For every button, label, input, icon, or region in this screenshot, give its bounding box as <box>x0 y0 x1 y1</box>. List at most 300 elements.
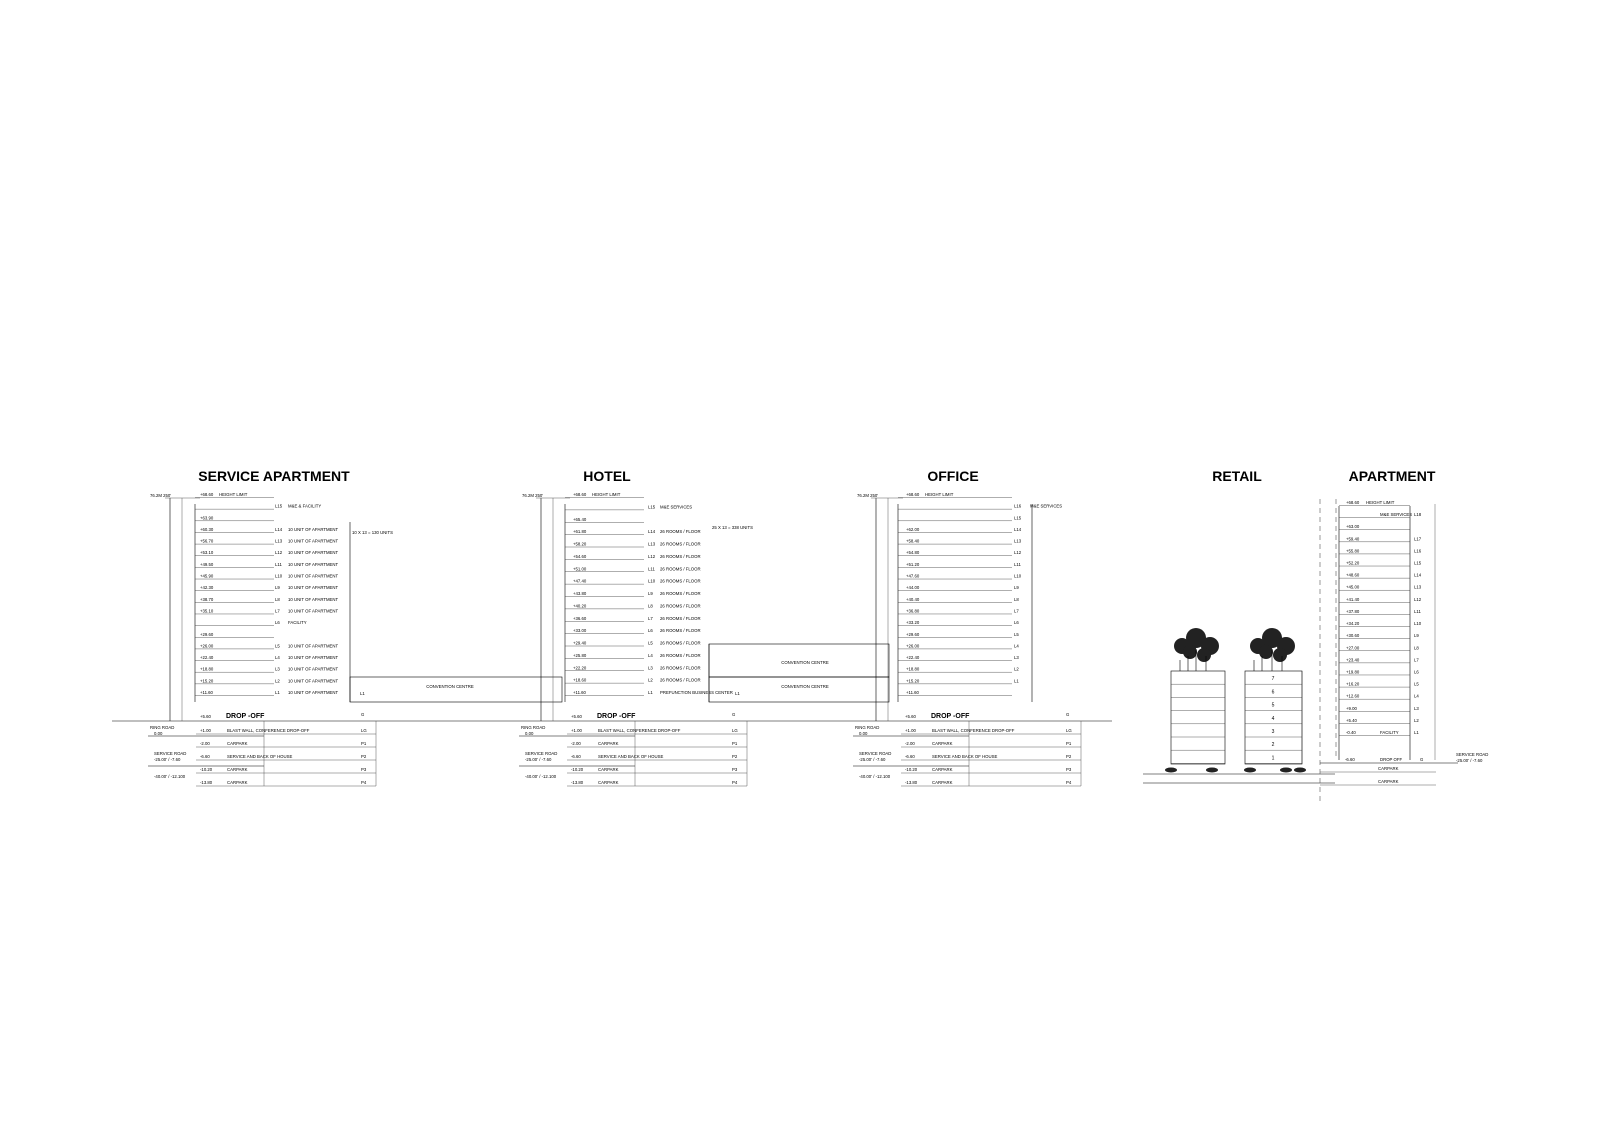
level-row <box>195 678 339 684</box>
tree-cluster-right-icon <box>1250 628 1295 671</box>
basement-use: CARPARK <box>932 780 953 785</box>
retail-floor-number: 7 <box>1271 676 1275 683</box>
ring-road-level: 0.00 <box>525 731 534 736</box>
basement-use: CARPARK <box>932 741 953 746</box>
level-code: L15 <box>648 504 656 510</box>
basement-code: LG <box>732 728 738 733</box>
level-code: L17 <box>1414 536 1422 542</box>
level-code: L13 <box>648 541 656 547</box>
level-value: +34.20 <box>1346 621 1360 627</box>
level-row <box>195 562 339 568</box>
level-use: M&E & FACILITY <box>288 503 322 509</box>
basement-row <box>196 728 376 734</box>
level-code: L8 <box>648 603 653 609</box>
level-code: L9 <box>648 591 653 596</box>
level-code: L12 <box>648 553 656 559</box>
title-apartment: APARTMENT <box>1348 468 1436 484</box>
level-row <box>1339 548 1422 554</box>
basement-code: P4 <box>732 780 738 785</box>
convention-centre-lower-label: CONVENTION CENTRE <box>781 684 829 689</box>
level-use: M&E SERVICES <box>1030 503 1063 509</box>
level-code: L3 <box>1014 655 1019 661</box>
level-row <box>565 591 701 597</box>
level-use: HEIGHT LIMIT <box>219 492 248 497</box>
level-code: L12 <box>275 550 283 556</box>
level-row <box>898 562 1021 568</box>
drop-off-label: DROP -OFF <box>597 713 636 720</box>
level-value: +36.60 <box>573 615 587 621</box>
level-use: 10 UNIT OF APARTMENT <box>288 643 339 649</box>
car-icons <box>1165 768 1306 773</box>
basement-use: CARPARK <box>598 767 619 772</box>
basement-row <box>901 728 1081 734</box>
level-value: +16.20 <box>1346 681 1360 687</box>
level-code: L14 <box>1014 526 1022 532</box>
level-row <box>195 667 339 673</box>
level-row <box>565 665 701 671</box>
level-code: L12 <box>1414 596 1422 602</box>
level-value: +54.60 <box>573 553 587 559</box>
retail-floor-list <box>1171 676 1302 763</box>
basement-code: P3 <box>361 767 367 772</box>
level-use: 10 UNIT OF APARTMENT <box>288 655 339 661</box>
deep-level: -40.00' / -12.100 <box>859 774 891 779</box>
basement-row <box>196 780 376 786</box>
retail-floor-row <box>1171 742 1302 750</box>
level-value: +29.60 <box>906 631 920 637</box>
level-value: +56.70 <box>200 538 214 544</box>
level-use: 10 UNIT OF APARTMENT <box>288 678 339 684</box>
unit-note: 25 X 13 = 338 UNITS <box>712 525 753 530</box>
level-use: 26 ROOMS / FLOOR <box>660 628 701 634</box>
basement-level: +1.00 <box>200 728 211 733</box>
level-use: HEIGHT LIMIT <box>592 492 621 497</box>
level-value: +27.00 <box>1346 645 1360 651</box>
ground-level: +5.60 <box>905 714 916 719</box>
level-row <box>1339 585 1422 591</box>
level-value: +53.10 <box>200 550 214 556</box>
retail-floor-row <box>1171 676 1302 684</box>
convention-level-code: L1 <box>360 691 365 696</box>
level-row <box>1339 682 1419 688</box>
level-value: +9.00 <box>1346 705 1357 711</box>
level-code: L13 <box>1014 538 1022 544</box>
level-code: L10 <box>648 578 656 584</box>
level-value: +68.60 <box>573 492 587 497</box>
retail-floor-number: 2 <box>1271 742 1275 749</box>
level-row <box>565 492 644 498</box>
level-use: 10 UNIT OF APARTMENT <box>288 561 339 567</box>
basement-row <box>567 767 747 773</box>
level-use: 10 UNIT OF APARTMENT <box>288 585 339 591</box>
level-row <box>565 690 733 696</box>
level-code: L4 <box>1014 643 1019 649</box>
service-road-level: -25.00' / -7.60 <box>525 757 552 762</box>
basement-code: P4 <box>361 780 367 785</box>
basement-use: CARPARK <box>227 780 248 785</box>
level-row <box>898 620 1019 626</box>
basement-use: SERVICE AND BACK OF HOUSE <box>598 754 664 759</box>
level-row <box>195 504 321 510</box>
level-row <box>898 690 1012 696</box>
level-row <box>1339 524 1410 530</box>
level-value: +62.00 <box>906 526 920 532</box>
level-use: 10 UNIT OF APARTMENT <box>288 690 339 695</box>
level-row <box>1339 706 1419 712</box>
basement-row <box>196 754 376 760</box>
ground-code: G <box>361 712 365 717</box>
service-road-level: -25.00' / -7.60 <box>1456 758 1483 763</box>
level-code: L2 <box>275 678 280 684</box>
level-code: L11 <box>275 561 282 567</box>
level-row <box>195 527 339 533</box>
level-row <box>898 492 1012 498</box>
level-list <box>195 492 339 696</box>
level-value: +61.80 <box>573 529 587 535</box>
level-row <box>195 608 339 614</box>
level-row <box>565 616 701 622</box>
carpark-2-label: CARPARK <box>1378 779 1399 784</box>
ring-road-label: RING ROAD <box>521 725 546 730</box>
level-row <box>195 492 274 498</box>
retail-floor-row <box>1171 689 1302 697</box>
level-row <box>898 597 1019 603</box>
basement-row <box>196 767 376 773</box>
level-code: L11 <box>1014 561 1021 567</box>
level-use: 26 ROOMS / FLOOR <box>660 591 701 596</box>
basement-use: SERVICE AND BACK OF HOUSE <box>227 754 293 759</box>
basement-level: -2.00 <box>571 741 581 746</box>
service-apartment-section <box>150 492 562 721</box>
level-code: L1 <box>275 690 280 695</box>
level-value: +33.20 <box>906 620 920 626</box>
drop-label: DROP OFF <box>1380 757 1403 762</box>
level-row <box>565 641 701 647</box>
level-row <box>565 653 701 659</box>
level-row <box>1339 536 1422 542</box>
level-use: M&E SERVICES <box>1380 512 1413 518</box>
level-row <box>195 550 339 556</box>
level-code: L6 <box>1414 669 1419 675</box>
level-code: L4 <box>1414 693 1419 699</box>
level-use: 26 ROOMS / FLOOR <box>660 615 701 621</box>
ring-road-label: RING ROAD <box>855 725 880 730</box>
level-value: +22.40 <box>200 655 214 661</box>
basement-level: +1.00 <box>571 728 582 733</box>
level-value: +11.60 <box>573 690 586 695</box>
level-row <box>898 608 1019 614</box>
level-row <box>195 643 339 649</box>
level-use: HEIGHT LIMIT <box>925 492 954 497</box>
basement-code: P2 <box>361 754 367 759</box>
level-row <box>1339 718 1419 724</box>
level-use: PREFUNCTION BUSINESS CENTER <box>660 690 733 695</box>
retail-floor-number: 3 <box>1271 729 1275 735</box>
basement-row <box>567 728 747 734</box>
ground-code: G <box>1066 712 1070 717</box>
level-row <box>1339 621 1422 627</box>
level-code: L5 <box>1414 681 1419 687</box>
level-use: 10 UNIT OF APARTMENT <box>288 596 339 602</box>
basement-row <box>901 741 1081 747</box>
basement-use: CARPARK <box>598 741 619 746</box>
level-code: L1 <box>1014 678 1019 684</box>
basement-level: -13.80 <box>905 780 918 785</box>
basement-level: -6.60 <box>200 754 210 759</box>
level-code: L3 <box>1414 705 1419 711</box>
level-row <box>565 678 701 684</box>
level-value: +59.40 <box>1346 536 1360 542</box>
level-row <box>565 542 701 548</box>
level-value: +40.20 <box>573 603 587 609</box>
convention-centre-label: CONVENTION CENTRE <box>426 684 474 689</box>
level-use: FACILITY <box>1380 730 1399 735</box>
level-value: +29.40 <box>573 640 587 646</box>
level-use: 10 UNIT OF APARTMENT <box>288 666 339 672</box>
retail-floor-number: 5 <box>1271 702 1275 709</box>
height-label: 76.2M 250' <box>150 493 172 498</box>
level-value: +63.90 <box>200 515 214 521</box>
title-service-apartment: SERVICE APARTMENT <box>198 468 350 484</box>
level-row <box>195 539 339 545</box>
basement-level: -13.80 <box>200 780 213 785</box>
level-value: +37.80 <box>1346 608 1360 614</box>
level-value: +18.60 <box>573 677 587 683</box>
level-code: L5 <box>275 643 280 649</box>
basement-code: P1 <box>732 741 738 746</box>
level-value: +15.20 <box>200 678 214 684</box>
level-code: L15 <box>1014 515 1022 521</box>
level-code: L3 <box>275 666 280 672</box>
level-code: L7 <box>1014 608 1019 614</box>
level-row <box>565 628 701 634</box>
level-row <box>898 678 1019 684</box>
level-value: +22.20 <box>573 665 587 671</box>
level-code: L7 <box>1414 657 1419 663</box>
level-value: +30.60 <box>1346 633 1360 639</box>
retail-floor-number: 6 <box>1271 689 1275 696</box>
level-code: L12 <box>1014 550 1022 556</box>
level-value: +33.00 <box>573 628 587 634</box>
level-value: +60.30 <box>200 526 214 532</box>
level-value: +38.70 <box>200 596 214 602</box>
level-row <box>1339 561 1422 567</box>
basement-use: BLAST WALL, CONFERENCE DROP-OFF <box>598 728 681 733</box>
level-value: +47.60 <box>906 573 920 579</box>
basement-level: -6.60 <box>905 754 915 759</box>
basement-code: P3 <box>732 767 738 772</box>
retail-floor-row <box>1171 716 1302 724</box>
level-value: +18.80 <box>906 666 920 672</box>
basement-level: -6.60 <box>571 754 581 759</box>
level-list <box>898 492 1062 696</box>
retail-floor-row <box>1171 703 1302 711</box>
level-row <box>898 632 1019 638</box>
basement-row <box>196 741 376 747</box>
level-value: +41.40 <box>1346 596 1360 602</box>
convention-centre-lower-block <box>709 677 889 702</box>
basement-level: -10.20 <box>905 767 918 772</box>
basement-code: P2 <box>732 754 738 759</box>
basement-row <box>901 754 1081 760</box>
basement-row <box>901 780 1081 786</box>
service-road-level: -25.00' / -7.60 <box>154 757 181 762</box>
basement-use: CARPARK <box>227 767 248 772</box>
level-code: L18 <box>1414 512 1422 518</box>
basement-sections <box>148 712 1081 786</box>
level-row <box>1339 609 1421 615</box>
level-use: 10 UNIT OF APARTMENT <box>288 550 339 556</box>
level-row <box>898 667 1019 673</box>
level-list <box>1339 500 1422 736</box>
basement-level: -13.80 <box>571 780 584 785</box>
tree-cluster-left-icon <box>1174 628 1219 671</box>
level-use: 26 ROOMS / FLOOR <box>660 541 701 547</box>
level-code: L10 <box>1414 621 1422 627</box>
basement-row <box>567 780 747 786</box>
level-row <box>195 690 339 696</box>
basement-row <box>901 767 1081 773</box>
level-value: +22.40 <box>906 655 920 661</box>
level-value: +65.40 <box>573 516 587 522</box>
level-value: +68.60 <box>906 492 920 497</box>
level-value: +52.20 <box>1346 560 1360 566</box>
level-code: L4 <box>275 655 280 661</box>
level-row <box>565 504 692 510</box>
level-code: L14 <box>275 526 283 532</box>
level-row <box>1339 573 1422 579</box>
basement-level: -10.20 <box>571 767 584 772</box>
level-code: L5 <box>1014 631 1019 637</box>
ring-road-label: RING ROAD <box>150 725 175 730</box>
level-value: +40.40 <box>906 596 920 602</box>
deep-level: -40.00' / -12.100 <box>154 774 186 779</box>
level-value: +68.60 <box>200 492 214 497</box>
level-value: +11.60 <box>906 690 919 695</box>
level-row <box>195 597 339 603</box>
level-code: L8 <box>1014 596 1019 602</box>
level-value: +11.60 <box>200 690 213 695</box>
service-road-label: SERVICE ROAD <box>525 751 558 756</box>
height-label: 76.2M 250' <box>857 493 879 498</box>
level-value: +19.80 <box>1346 669 1360 675</box>
basement-row <box>567 741 747 747</box>
drop-code: G <box>1420 757 1424 762</box>
retail-floor-row <box>1171 729 1302 737</box>
level-use: 26 ROOMS / FLOOR <box>660 553 701 559</box>
drop-off-label: DROP -OFF <box>931 713 970 720</box>
level-use: 26 ROOMS / FLOOR <box>660 665 701 671</box>
level-row <box>898 655 1019 661</box>
retail-floor-row <box>1171 755 1302 763</box>
level-code: L11 <box>648 566 655 572</box>
level-value: +54.80 <box>906 550 920 556</box>
level-value: +47.40 <box>573 578 587 584</box>
level-code: L9 <box>1014 585 1019 591</box>
level-value: +43.80 <box>573 591 587 596</box>
level-row <box>1339 730 1419 736</box>
drop-level: -6.60 <box>1345 757 1355 762</box>
level-use: 26 ROOMS / FLOOR <box>660 652 701 658</box>
level-row <box>1339 500 1410 506</box>
level-row <box>565 529 701 535</box>
level-value: +26.00 <box>200 643 214 649</box>
level-row <box>1339 645 1419 651</box>
level-value: +51.20 <box>906 561 920 567</box>
level-use: 10 UNIT OF APARTMENT <box>288 573 339 579</box>
level-row <box>1339 657 1419 663</box>
ground-code: G <box>732 712 736 717</box>
level-code: L1 <box>1414 730 1419 735</box>
ground-level: +5.60 <box>571 714 582 719</box>
title-office: OFFICE <box>927 468 979 484</box>
level-code: L15 <box>275 503 283 509</box>
level-value: +5.40 <box>1346 717 1357 723</box>
ring-road-level: 0.00 <box>154 731 163 736</box>
level-code: L15 <box>1414 560 1422 566</box>
level-code: L3 <box>648 665 653 671</box>
level-value: +68.60 <box>1346 500 1360 505</box>
basement-use: CARPARK <box>932 767 953 772</box>
level-row <box>565 566 701 572</box>
service-road-label: SERVICE ROAD <box>1456 752 1489 757</box>
level-code: L14 <box>1414 572 1422 578</box>
level-code: L7 <box>275 608 280 614</box>
basement-use: SERVICE AND BACK OF HOUSE <box>932 754 998 759</box>
level-value: +44.00 <box>906 585 920 591</box>
level-value: +26.00 <box>906 643 920 649</box>
level-use: 26 ROOMS / FLOOR <box>660 578 701 584</box>
convention-centre-upper-label: CONVENTION CENTRE <box>781 660 829 665</box>
level-code: L2 <box>648 677 653 683</box>
level-use: M&E SERVICES <box>660 504 693 510</box>
office-section <box>709 492 1062 721</box>
basement-level: -10.20 <box>200 767 213 772</box>
level-use: 26 ROOMS / FLOOR <box>660 603 701 609</box>
service-road-level: -25.00' / -7.60 <box>859 757 886 762</box>
height-label: 76.2M 250' <box>522 493 544 498</box>
level-code: L4 <box>648 652 653 658</box>
basement-code: LG <box>1066 728 1072 733</box>
level-list <box>565 492 733 696</box>
level-code: L11 <box>1414 608 1421 614</box>
level-value: +12.60 <box>1346 693 1360 699</box>
hotel-section <box>522 492 753 721</box>
level-value: +29.60 <box>200 631 214 637</box>
retail-section <box>1143 628 1335 783</box>
basement-use: CARPARK <box>598 780 619 785</box>
level-value: +35.10 <box>200 608 214 614</box>
level-row <box>898 527 1022 533</box>
level-row <box>565 579 701 585</box>
level-use: 26 ROOMS / FLOOR <box>660 566 701 572</box>
level-code: L16 <box>1414 548 1422 554</box>
basement-level: -2.00 <box>200 741 210 746</box>
level-code: L13 <box>275 538 283 544</box>
level-row <box>1339 669 1419 675</box>
level-row <box>898 550 1022 556</box>
level-code: L6 <box>648 628 653 634</box>
basement-code: P3 <box>1066 767 1072 772</box>
basement-code: LG <box>361 728 367 733</box>
level-code: L6 <box>1014 620 1019 626</box>
level-use: 26 ROOMS / FLOOR <box>660 677 701 683</box>
level-code: L16 <box>1014 503 1022 509</box>
level-value: +15.20 <box>906 678 920 684</box>
level-row <box>195 620 307 626</box>
ground-level: +5.60 <box>200 714 211 719</box>
level-row <box>898 539 1022 545</box>
